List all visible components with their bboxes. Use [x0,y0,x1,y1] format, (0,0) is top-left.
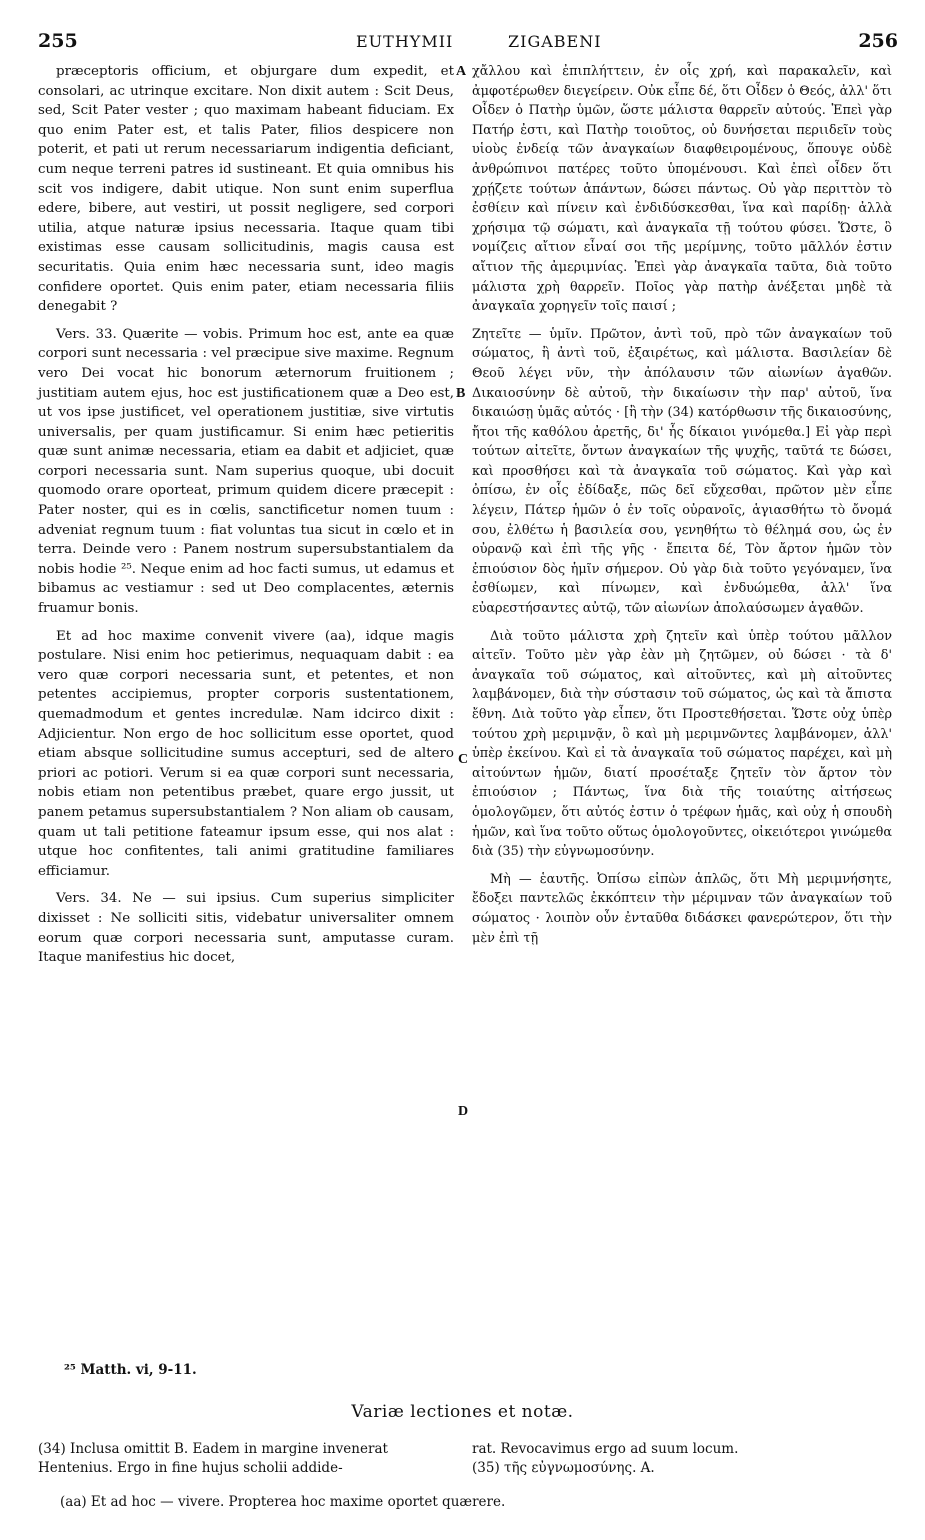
latin-paragraph: Vers. 34. Ne — sui ipsius. Cum superius simpliciter dixisset : Ne solliciti sitis, videbatur universaliter omnem eorum quæ corpori necessaria sunt, amputasse curam. Itaque manifestius hic docet, [38,891,454,966]
note-left [38,1440,454,1478]
latin-paragraph: Et ad hoc maxime convenit vivere (aa), idque magis postulare. Nisi enim hoc petierimus, nequaquam dabit : ea vero quæ corpori necessaria sunt, et petentes, et non petentes accipiemus, propter corporis sustentationem, quemadmodum et gentes incredulæ. Nam idcirco dixit : Adjicientur. Non ergo de hoc sollicitum esse oportet, quod etiam absque sollicitudine sumus accepturi, sed de altero priori ac potiori. Verum si ea quæ corpori sunt necessaria, nobis etiam non petentibus præbet, quare ergo jussit, ut panem petamus supersubstantialem ? Non aliam ob causam, quam ut tali petitione fateamur ipsum esse, qui nos alat : utque hoc confitentes, tali animi gratitudine familiares efficiamur. [38,628,454,879]
note-34: (34) Inclusa omittit B. Eadem in margine invenerat Hentenius. Ergo in fine hujus scholii addide- [38,1441,388,1476]
greek-paragraph: Μὴ — ἑαυτῆς. Ὀπίσω εἰπὼν ἁπλῶς, ὅτι Μὴ μεριμνήσητε, ἔδοξει παντελῶς ἐκκόπτειν τὴν μέριμναν τῶν ἀναγκαίων τοῦ σώματος · λοιπὸν οὖν ἐνταῦθα διδάσκει φανερώτερον, ὅτι τὴν μὲν ἐπὶ τῇ [472,871,892,946]
running-header [38,30,898,54]
variae-lectiones-title: Variæ lectiones et notæ. [351,1402,574,1422]
scripture-footnote: ²⁵ Matth. vi, 9-11. [64,1362,197,1378]
greek-paragraph: Διὰ τοῦτο μάλιστα χρὴ ζητεῖν καὶ ὑπὲρ τούτου μᾶλλον αἰτεῖν. Τοῦτο μὲν γὰρ ἐὰν μὴ ζητῶμεν, οὐ δώσει · τὰ δ' ἀναγκαῖα τοῦ σώματος, καὶ αἰτοῦντες, καὶ μὴ αἰτοῦντες λαμβάνομεν, διὰ τὴν σύστασιν τοῦ σώματος, ὡς καὶ τὰ ἄπιστα ἔθνη. Διὰ τοῦτο γὰρ εἶπεν, ὅτι Προστεθήσεται. Ὥστε οὐχ ὑπὲρ τούτου χρὴ μεριμνᾷν, ὃ καὶ μὴ μεριμνῶντες λαμβάνομεν, ἀλλ' ὑπὲρ ἐκείνου. Καὶ εἰ τὰ ἀναγκαῖα τοῦ σώματος παρέχει, καὶ μὴ αἰτούντων ἡμῶν, διατί προσέταξε ζητεῖν τὸν ἄρτον τὸν ἐπιούσιον ; Πάντως, ἵνα διὰ τῆς τοιαύτης αἰτήσεως ὁμολογῶμεν, ὅτι αὐτός ἐστιν ὁ τρέφων ἡμᾶς, καὶ οὐχ ἡ σπουδὴ ἡμῶν, καὶ ἵνα τοῦτο οὕτως ὁμολογοῦντες, οἰκειότεροι γινώμεθα διὰ (35) τὴν εὐγνωμοσύνην. [472,628,892,860]
page-number-left: 255 [38,30,78,52]
page-number-right: 256 [858,30,898,52]
running-head-author: EUTHYMII [356,32,454,51]
note-34-continued: rat. Revocavimus ergo ad suum locum. [472,1441,739,1457]
greek-paragraph: χἄλλου καὶ ἐπιπλήττειν, ἐν οἷς χρή, καὶ παρακαλεῖν, καὶ ἀμφοτέρωθεν διεγείρειν. Οὐκ εἶπε δέ, ὅτι Οἶδεν ὁ Θεός, ἀλλ' ὅτι Οἶδεν ὁ Πατὴρ ὑμῶν, ὥστε μάλιστα θαρρεῖν αὐτούς. Ἐπεὶ γὰρ Πατήρ ἐστι, καὶ Πατὴρ τοιοῦτος, οὐ δυνήσεται περιιδεῖν τοὺς υἱοὺς ἐνδείᾳ τῶν ἀναγκαίων διαφθειρομένους, ὅπουγε οὐδὲ ἀνθρώπινοι πατέρες τοῦτο ὑπομένουσι. Καὶ ἐπεὶ οἶδεν ὅτι χρῄζετε τούτων ἁπάντων, δώσει πάντως. Οὐ γὰρ περιττὸν τὸ ἐσθίειν καὶ πίνειν καὶ ἐνδιδύσκεσθαι, ἵνα καὶ παρίδῃ· ἀλλὰ χρήσιμα τῷ σώματι, καὶ ἀναγκαῖα τῇ τούτου φύσει. Ὥστε, ὃ νομίζεις αἴτιον εἶναί σοι τῆς μερίμνης, τοῦτο μᾶλλόν ἐστιν αἴτιον τῆς ἀμεριμνίας. Ἐπεὶ γὰρ ἀναγκαῖα ταῦτα, διὰ τοῦτο μάλιστα χρὴ θαρρεῖν. Ποῖος γὰρ πατὴρ ἀνέξεται μηδὲ τὰ ἀναγκαῖα χορηγεῖν τοῖς παισί ; [472,64,892,315]
margin-letter-a: A [456,64,467,79]
margin-letter-d: D [458,1104,469,1119]
greek-column [472,62,892,948]
greek-paragraph: Ζητεῖτε — ὑμῖν. Πρῶτον, ἀντὶ τοῦ, πρὸ τῶν ἀναγκαίων τοῦ σώματος, ἢ ἀντὶ τοῦ, ἐξαιρέτως, καὶ μάλιστα. Βασιλείαν δὲ Θεοῦ λέγει νῦν, τὴν ἀπόλαυσιν τῶν αἰωνίων ἀγαθῶν. Δικαιοσύνην δὲ αὐτοῦ, τὴν δικαίωσιν τὴν παρ' αὐτοῦ, ἵνα δικαιώσῃ ὑμᾶς αὐτός · [ἢ τὴν (34) κατόρθωσιν τῆς δικαιοσύνης, ἤτοι τῆς καθόλου ἀρετῆς, δι' ἧς δίκαιοι γινόμεθα.] Εἰ γὰρ περὶ τούτων αἰτεῖτε, ὄντων ἀναγκαίων τῆς ψυχῆς, ταῦτά τε δώσει, καὶ προσθήσει καὶ τὰ ἀναγκαῖα τοῦ σώματος. Καὶ γὰρ καὶ ὀπίσω, ἐν οἷς ἐδίδαξε, πῶς δεῖ εὔχεσθαι, πρῶτον μὲν εἶπε λέγειν, Πάτερ ἡμῶν ὁ ἐν τοῖς οὐρανοῖς, ἁγιασθήτω τὸ ὄνομά σου, ἐλθέτω ἡ βασιλεία σου, γενηθήτω τὸ θέλημά σου, ὡς ἐν οὐρανῷ καὶ ἐπὶ τῆς γῆς · ἔπειτα δέ, Τὸν ἄρτον ἡμῶν τὸν ἐπιούσιον δὸς ἡμῖν σήμερον. Οὐ γὰρ διὰ τοῦτο γεγόναμεν, ἵνα ἐσθίωμεν, καὶ πίνωμεν, καὶ ἐνδυώμεθα, ἀλλ' ἵνα εὐαρεστήσαντες αὐτῷ, τῶν αἰωνίων ἀπολαύσωμεν ἀγαθῶν. [472,326,892,617]
margin-letter-c: C [458,752,469,767]
latin-paragraph: præceptoris officium, et objurgare dum expedit, et consolari, ac utrinque excitare. Non dixit autem : Scit Deus, sed, Scit Pater vester ; quo maximam habeant fiduciam. Ex quo enim Pater est, et talis Pater, filios despicere non poterit, et pati ut rerum necessariarum indigentia deficiant, cum neque terreni patres id sustineant. Et quia omnibus his scit vos indigere, dabit utique. Non sunt enim superflua edere, bibere, aut vestiri, ut possit negligere, sed corpori utilia, atque naturæ ipsius necessaria. Itaque quam tibi existimas esse causam sollicitudinis, magis causa est securitatis. Quia enim hæc necessaria sunt, ideo magis confidere oportet. Quis enim pater, etiam necessaria filiis denegabit ? [38,64,454,315]
note-35: (35) τῆς εὐγνωμοσύνης. A. [472,1460,655,1476]
margin-letter-b: B [456,386,466,401]
note-aa: (aa) Et ad hoc — vivere. Propterea hoc maxime oportet quærere. [60,1494,506,1510]
running-head-name: ZIGABENI [508,32,602,51]
latin-column [38,62,454,968]
note-right [472,1440,892,1478]
latin-paragraph: Vers. 33. Quærite — vobis. Primum hoc est, ante ea quæ corpori sunt necessaria : vel præcipue sive maxime. Regnum vero Dei vocat hic bonorum æternorum fruitionem ; justitiam autem ejus, hoc est justificationem quæ a Deo est, ut vos ipse justificet, vel operationem justitiæ, sive virtutis universalis, per quam justificamur. Si enim hæc petieritis quæ sunt animæ necessaria, etiam ea dabit et adjiciet, quæ corpori necessaria sunt. Nam superius quoque, ubi docuit quomodo orare oporteat, primum quidem dicere præcepit : Pater noster, qui es in cœlis, sanctificetur nomen tuum : adveniat regnum tuum : fiat voluntas tua sicut in cœlo et in terra. Deinde vero : Panem nostrum supersubstantialem da nobis hodie ²⁵. Neque enim ad hoc facti sumus, ut edamus et bibamus ac vestiamur : sed ut Deo complacentes, æternis fruamur bonis. [38,326,454,617]
